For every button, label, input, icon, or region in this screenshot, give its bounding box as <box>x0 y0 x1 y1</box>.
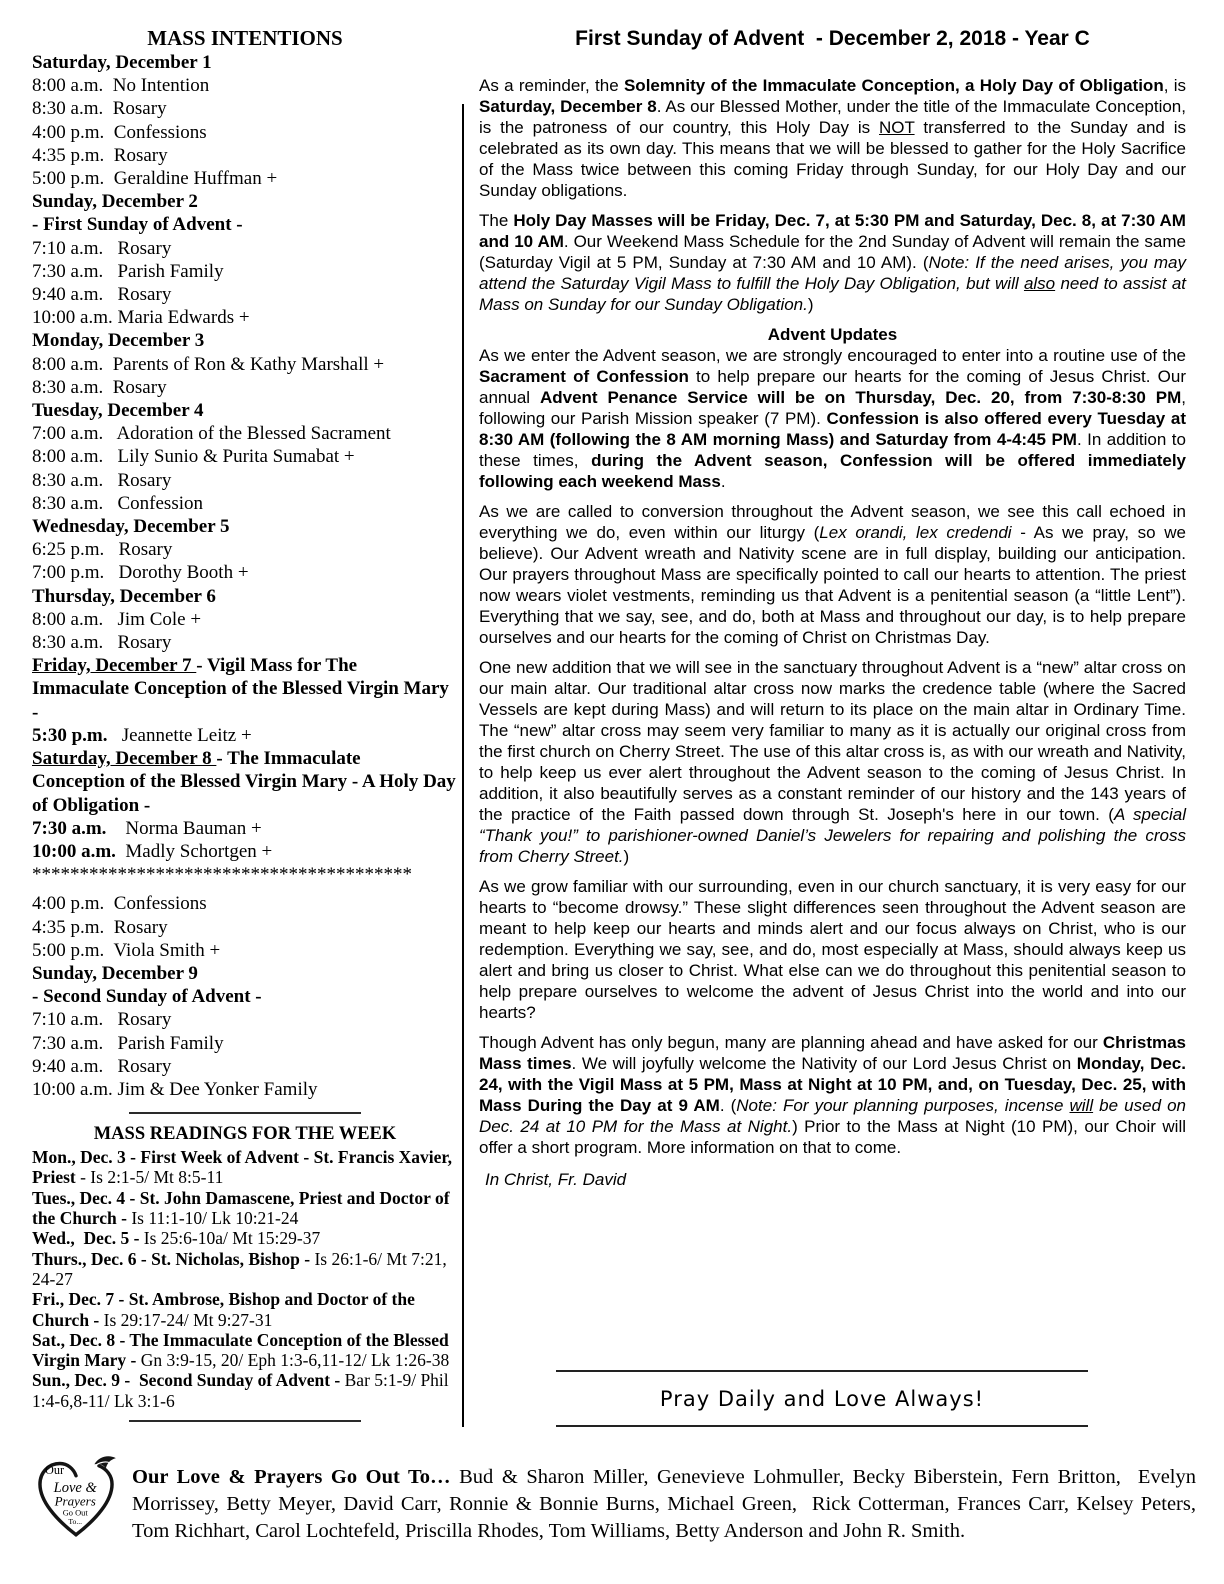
logo-word-goout: Go Out <box>62 1507 88 1518</box>
mass-readings-list <box>32 1147 458 1411</box>
intention-line: 4:00 p.m. Confessions <box>32 121 207 143</box>
intention-line: Sunday, December 9 <box>32 962 198 984</box>
intention-line: Monday, December 3 <box>32 330 205 352</box>
column-divider <box>462 104 464 1427</box>
intention-line: 5:30 p.m. Jeannette Leitz + <box>32 724 252 746</box>
intention-line: - Second Sunday of Advent - <box>32 986 262 1008</box>
logo-word-our: Our <box>45 1463 65 1478</box>
body-paragraph: The Holy Day Masses will be Friday, Dec. 7, at 5:30 PM and Saturday, Dec. 8, at 7:30 AM and 10 AM. Our Weekend Mass Schedule for the 2nd Sunday of Advent will remain the same (Saturday Vigil at 5 PM, Sunday at 7:30 AM and 10 AM). (Note: If the need arises, you may attend the Saturday Vigil Mass to fulfill the Holy Day Obligation, but will also need to assist at Mass on Sunday for our Sunday Obligation.) <box>479 211 1186 314</box>
intention-line: 8:30 a.m. Rosary <box>32 632 172 654</box>
intention-line: 8:30 a.m. Rosary <box>32 98 167 120</box>
intention-line: Sunday, December 2 <box>32 191 198 213</box>
intention-line: 4:35 p.m. Rosary <box>32 144 168 166</box>
reading-line: Sun., Dec. 9 - Second Sunday of Advent - Bar 5:1-9/ Phil 1:4-6,8-11/ Lk 3:1-6 <box>32 1370 454 1411</box>
intention-line: 7:30 a.m. Parish Family <box>32 260 224 282</box>
intention-line: 7:30 a.m. Norma Bauman + <box>32 817 262 839</box>
reading-line: Fri., Dec. 7 - St. Ambrose, Bishop and Doctor of the Church - Is 29:17-24/ Mt 9:27-31 <box>32 1289 420 1330</box>
left-bottom-divider <box>129 1420 361 1422</box>
reading-line: Sat., Dec. 8 - The Immaculate Conception of the Blessed Virgin Mary - Gn 3:9-15, 20/ Eph 1:3-6,11-12/ Lk 1:26-38 <box>32 1329 453 1371</box>
intention-line: Saturday, December 8 - The Immaculate Conception of the Blessed Virgin Mary - A Holy Day of Obligation - <box>32 748 461 816</box>
bulletin-title: First Sunday of Advent - December 2, 2018 - Year C <box>575 27 1090 50</box>
motto-block <box>556 1370 1088 1427</box>
intention-line: 7:00 p.m. Dorothy Booth + <box>32 562 249 584</box>
intention-line: **************************************** <box>32 864 412 886</box>
intention-line: 10:00 a.m. Maria Edwards + <box>32 307 250 329</box>
left-section-divider <box>129 1112 361 1114</box>
body-paragraph: As a reminder, the Solemnity of the Immaculate Conception, a Holy Day of Obligation, is Saturday, December 8. As our Blessed Mother, under the title of the Immaculate Conception, is the patroness of our country, this Holy Day is NOT transferred to the Sunday and is celebrated as its own day. This means that we will be blessed to gather for the Holy Sacrifice of the Mass twice between this coming Friday through Sunday, for our Holy Day and our Sunday obligations. <box>479 76 1186 200</box>
mass-intentions-title: MASS INTENTIONS <box>147 26 343 50</box>
motto-text: Pray Daily and Love Always! <box>659 1387 985 1411</box>
intention-line: 8:00 a.m. Lily Sunio & Purita Sumabat + <box>32 446 355 468</box>
prayer-list-footer <box>30 1456 1202 1549</box>
intention-line: 8:00 a.m. Parents of Ron & Kathy Marshall + <box>32 353 385 375</box>
intention-line: 9:40 a.m. Rosary <box>32 284 172 306</box>
intention-line: 8:00 a.m. Jim Cole + <box>32 608 202 630</box>
logo-word-love: Love & <box>53 1479 97 1496</box>
intention-line: 10:00 a.m. Madly Schortgen + <box>32 840 273 862</box>
intention-line: 5:00 p.m. Geraldine Huffman + <box>32 168 278 190</box>
motto-bottom-rule <box>556 1425 1088 1427</box>
intention-line: Wednesday, December 5 <box>32 516 230 538</box>
intention-line: Tuesday, December 4 <box>32 400 204 422</box>
motto-top-rule <box>556 1370 1088 1372</box>
reading-line: Thurs., Dec. 6 - St. Nicholas, Bishop - Is 26:1-6/ Mt 7:21, 24-27 <box>32 1248 452 1289</box>
mass-intentions-column <box>32 26 461 1431</box>
love-prayers-logo <box>30 1452 122 1549</box>
intention-line: 8:00 a.m. No Intention <box>32 75 210 97</box>
signature: In Christ, Fr. David <box>485 1170 627 1189</box>
body-paragraph: As we enter the Advent season, we are strongly encouraged to enter into a routine use of the Sacrament of Confession to help prepare our hearts for the coming of Jesus Christ. Our annual Advent Penance Service will be on Thursday, Dec. 20, from 7:30-8:30 PM, following our Parish Mission speaker (7 PM). Confession is also offered every Tuesday at 8:30 AM (following the 8 AM morning Mass) and Saturday from 4-4:45 PM. In addition to these times, during the Advent season, Confession will be offered immediately following each weekend Mass. <box>479 346 1187 491</box>
intention-line: 4:00 p.m. Confessions <box>32 893 207 915</box>
intention-line: 8:30 a.m. Confession <box>32 492 203 514</box>
reading-line: Mon., Dec. 3 - First Week of Advent - St. Francis Xavier, Priest - Is 2:1-5/ Mt 8:5-11 <box>32 1147 457 1188</box>
body-paragraph: As we grow familiar with our surrounding, even in our church sanctuary, it is very easy for our hearts to “become drowsy.” These slight differences seen throughout the Advent season are meant to help keep our hearts and minds alert and our focus always on Christ, who is our redemption. Everything we say, see, and do, most especially at Mass, should always keep us alert and bring us closer to Christ. What else can we do throughout this penitential season to help prepare ourselves to welcome the advent of Jesus Christ into the world and into our hearts? <box>479 877 1186 1022</box>
body-paragraph: One new addition that we will see in the sanctuary throughout Advent is a “new” altar cross on our main altar. Our traditional altar cross now marks the credence table (where the Sacred Vessels are kept during Mass) and will return to its place on the main altar in Ordinary Time. The “new” altar cross may seem very familiar to many as it is actually our original cross from the first church on Cherry Street. The use of this altar cross is, as with our wreath and Nativity, to help keep us ever alert throughout the Advent season to the coming of Jesus Christ. In addition, it also beautifully serves as a constant reminder of our history and the 143 years of the practice of the Faith passed down through St. Joseph's here in our town. (A special “Thank you!” to parishioner-owned Daniel’s Jewelers for repairing and polishing the cross from Cherry Street.) <box>479 658 1186 866</box>
body-paragraph: Advent Updates <box>767 325 898 344</box>
intention-line: 4:35 p.m. Rosary <box>32 916 168 938</box>
intention-line: Friday, December 7 - Vigil Mass for The Immaculate Conception of the Blessed Virgin Mary - <box>32 655 454 723</box>
intention-line: 8:30 a.m. Rosary <box>32 469 172 491</box>
reading-line: Wed., Dec. 5 - Is 25:6-10a/ Mt 15:29-37 <box>32 1228 321 1249</box>
intention-line: - First Sunday of Advent - <box>32 214 243 236</box>
pastor-letter-body <box>479 75 1186 1158</box>
intention-line: 7:30 a.m. Parish Family <box>32 1032 224 1054</box>
intention-line: 7:00 a.m. Adoration of the Blessed Sacrament <box>32 423 391 445</box>
intention-line: 5:00 p.m. Viola Smith + <box>32 939 221 961</box>
intention-line: 7:10 a.m. Rosary <box>32 1009 172 1031</box>
intention-line: Thursday, December 6 <box>32 585 216 607</box>
mass-intentions-list <box>32 51 461 1101</box>
logo-word-to: To... <box>68 1517 83 1527</box>
intention-line: 10:00 a.m. Jim & Dee Yonker Family <box>32 1078 318 1100</box>
pastor-letter-column <box>479 26 1186 1190</box>
mass-readings-title: MASS READINGS FOR THE WEEK <box>93 1124 397 1145</box>
prayer-list-text: Our Love & Prayers Go Out To… Bud & Sharon Miller, Genevieve Lohmuller, Becky Biberstein, Fern Britton, Evelyn Morrissey, Betty Meyer, David Carr, Ronnie & Bonnie Burns, Michael Green, Rick Cotterman, Frances Carr, Kelsey Peters, Tom Richhart, Carol Lochtefeld, Priscilla Rhodes, Tom Williams, Betty Anderson and John R. Smith. <box>132 1466 1202 1542</box>
body-paragraph: As we are called to conversion throughout the Advent season, we see this call echoed in everything we do, even within our liturgy (Lex orandi, lex credendi - As we pray, so we believe). Our Advent wreath and Nativity scene are in full display, building our anticipation. Our prayers throughout Mass are specifically pointed to call our hearts to attention. The priest now wears violet vestments, reminding us that Advent is a penitential season (a “little Lent”). Everything that we say, see, and do, both at Mass and throughout our day, is to help prepare ourselves and our hearts for the coming of Christ on Christmas Day. <box>479 502 1187 647</box>
intention-line: 7:10 a.m. Rosary <box>32 237 172 259</box>
body-paragraph: Though Advent has only begun, many are planning ahead and have asked for our Christmas Mass times. We will joyfully welcome the Nativity of our Lord Jesus Christ on Monday, Dec. 24, with the Vigil Mass at 5 PM, Mass at Night at 10 PM, and, on Tuesday, Dec. 25, with Mass During the Day at 9 AM. (Note: For your planning purposes, incense will be used on Dec. 24 at 10 PM for the Mass at Night.) Prior to the Mass at Night (10 PM), our Choir will offer a short program. More information on that to come. <box>479 1033 1187 1157</box>
intention-line: Saturday, December 1 <box>32 52 212 73</box>
intention-line: 9:40 a.m. Rosary <box>32 1055 172 1077</box>
reading-line: Tues., Dec. 4 - St. John Damascene, Priest and Doctor of the Church - Is 11:1-10/ Lk 10:21-24 <box>32 1187 454 1229</box>
heart-logo <box>30 1452 122 1544</box>
intention-line: 8:30 a.m. Rosary <box>32 376 167 398</box>
logo-word-prayers: Prayers <box>54 1493 96 1509</box>
intention-line: 6:25 p.m. Rosary <box>32 539 173 561</box>
